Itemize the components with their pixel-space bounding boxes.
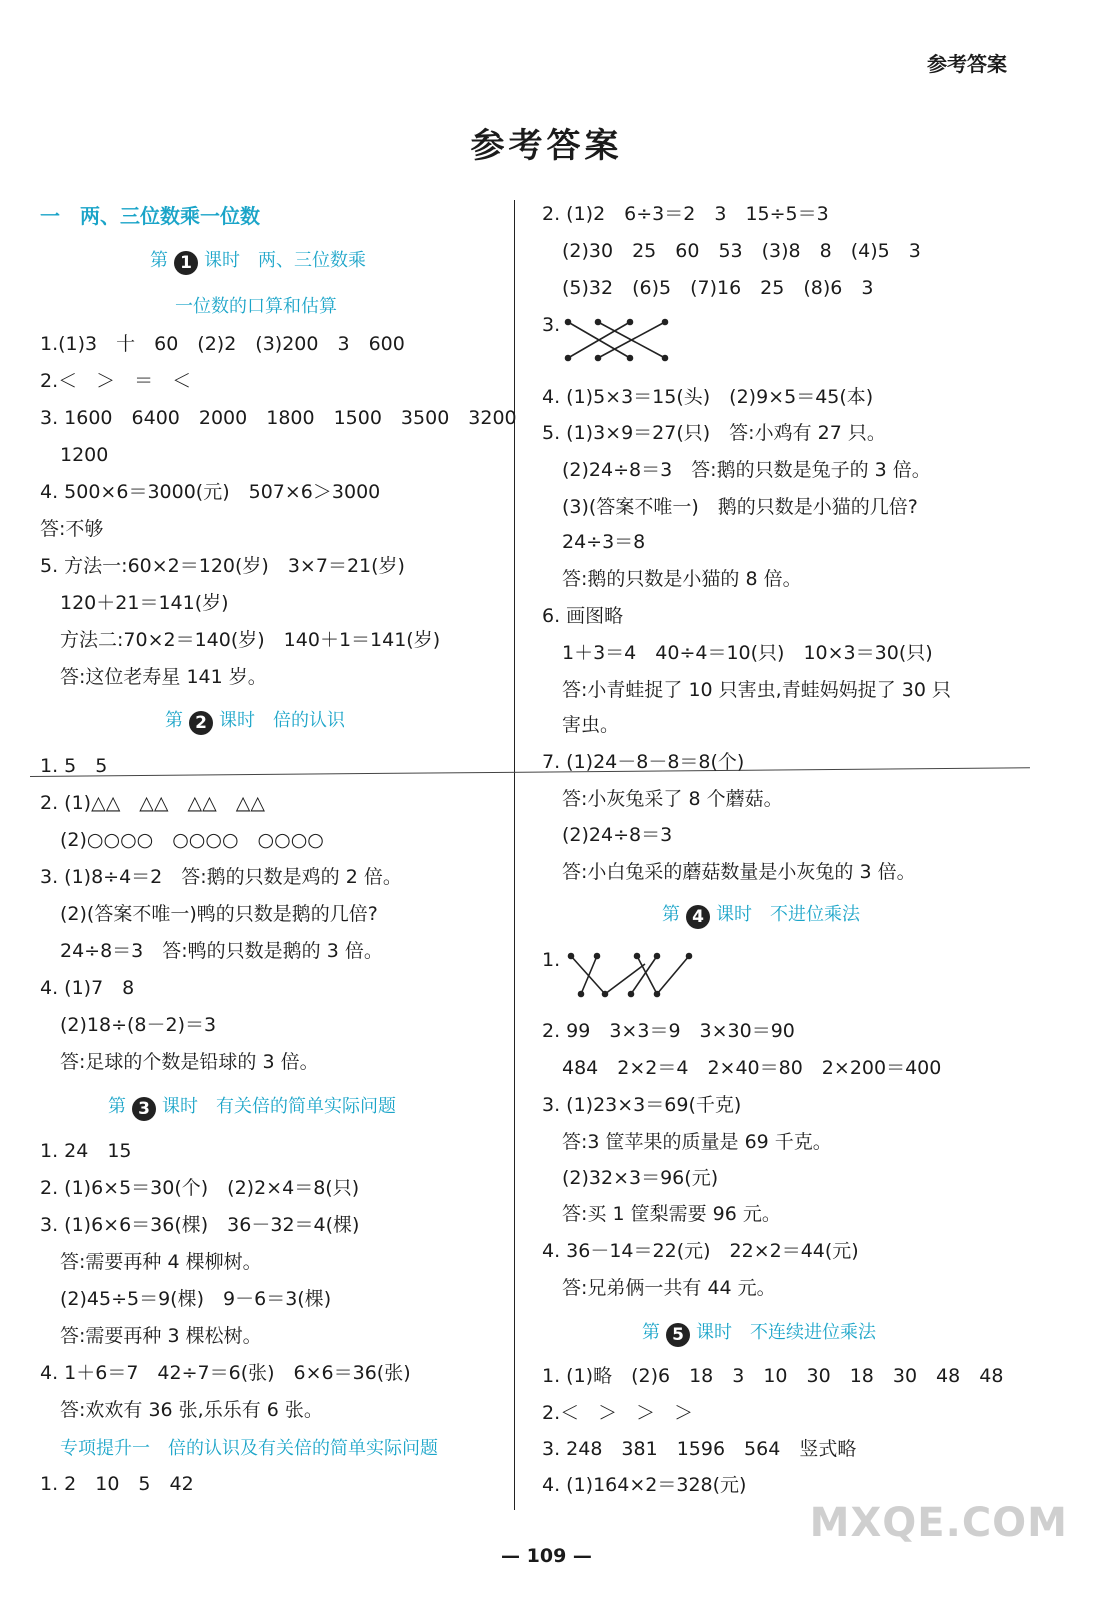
lesson-word: 第 bbox=[165, 710, 183, 731]
answer-line: 1.(1)3 十 60 (2)2 (3)200 3 600 bbox=[40, 333, 405, 355]
matching-lines-diagram bbox=[560, 316, 675, 366]
lesson-suffix: 课时 bbox=[716, 904, 752, 925]
answer-line: 5. 方法一:60×2＝120(岁) 3×7＝21(岁) bbox=[40, 555, 405, 577]
answer-line: 5. (1)3×9＝27(只) 答:小鸡有 27 只。 bbox=[542, 422, 886, 444]
answer-line: 4. 36－14＝22(元) 22×2＝44(元) bbox=[542, 1240, 859, 1262]
page-header: 参考答案 bbox=[927, 52, 1007, 76]
answer-line: 3. (1)8÷4＝2 答:鹅的只数是鸡的 2 倍。 bbox=[40, 866, 402, 888]
answer-line: 1＋3＝4 40÷4＝10(只) 10×3＝30(只) bbox=[562, 642, 933, 664]
answer-line: 答:小灰兔采了 8 个蘑菇。 bbox=[562, 788, 783, 810]
answer-line: 2. (1)6×5＝30(个) (2)2×4＝8(只) bbox=[40, 1177, 360, 1199]
answer-line: (2)○○○○ ○○○○ ○○○○ bbox=[60, 829, 324, 851]
lesson-subtitle-1: 一位数的口算和估算 bbox=[175, 296, 337, 317]
lesson-suffix: 课时 bbox=[162, 1096, 198, 1117]
lesson-title: 两、三位数乘 bbox=[258, 250, 366, 271]
lesson-suffix: 课时 bbox=[219, 710, 255, 731]
answer-line: 答:小青蛙捉了 10 只害虫,青蛙妈妈捉了 30 只 bbox=[562, 679, 951, 701]
fold-line bbox=[30, 767, 1030, 777]
answer-line: 答:兄弟俩一共有 44 元。 bbox=[562, 1277, 776, 1299]
answer-line: 2. 99 3×3＝9 3×30＝90 bbox=[542, 1020, 795, 1042]
answer-line: 2. (1)2 6÷3＝2 3 15÷5＝3 bbox=[542, 203, 829, 225]
answer-line: 3. bbox=[542, 314, 561, 336]
lesson-title: 不连续进位乘法 bbox=[750, 1322, 876, 1343]
lesson-word: 第 bbox=[108, 1096, 126, 1117]
answer-line: 答:3 筐苹果的质量是 69 千克。 bbox=[562, 1131, 832, 1153]
lesson-heading-1 bbox=[150, 246, 366, 275]
answer-line: (2)45÷5＝9(棵) 9－6＝3(棵) bbox=[60, 1288, 332, 1310]
answer-line: 1. 5 5 bbox=[40, 755, 108, 777]
answer-line: 24÷3＝8 bbox=[562, 531, 646, 553]
lesson-number-badge: 3 bbox=[132, 1097, 156, 1121]
lesson-title: 倍的认识 bbox=[273, 710, 345, 731]
lesson-title: 不进位乘法 bbox=[770, 904, 860, 925]
answer-line: 2.＜ ＞ ＝ ＜ bbox=[40, 370, 192, 392]
lesson-heading-3 bbox=[108, 1092, 396, 1121]
answer-line: 120＋21＝141(岁) bbox=[60, 592, 229, 614]
page-title: 参考答案 bbox=[470, 126, 623, 166]
special-title: 倍的认识及有关倍的简单实际问题 bbox=[168, 1438, 438, 1459]
watermark: MXQE.COM bbox=[809, 1500, 1068, 1546]
answer-line: 4. (1)5×3＝15(头) (2)9×5＝45(本) bbox=[542, 386, 874, 408]
lesson-number-badge: 5 bbox=[666, 1323, 690, 1347]
answer-line: 4. 1＋6＝7 42÷7＝6(张) 6×6＝36(张) bbox=[40, 1362, 411, 1384]
lesson-number-badge: 2 bbox=[189, 711, 213, 735]
answer-line: 3. 1600 6400 2000 1800 1500 3500 3200 bbox=[40, 407, 517, 429]
answer-line: 害虫。 bbox=[562, 714, 620, 736]
special-heading bbox=[60, 1434, 438, 1460]
answer-line: 4. (1)7 8 bbox=[40, 977, 135, 999]
answer-line: 答:这位老寿星 141 岁。 bbox=[60, 666, 267, 688]
lesson-number-badge: 1 bbox=[174, 251, 198, 275]
answer-line: 484 2×2＝4 2×40＝80 2×200＝400 bbox=[562, 1057, 942, 1079]
lesson-word: 第 bbox=[662, 904, 680, 925]
answer-line: 1. 2 10 5 42 bbox=[40, 1473, 194, 1495]
answer-line: 24÷8＝3 答:鸭的只数是鹅的 3 倍。 bbox=[60, 940, 383, 962]
answer-line: 2. (1)△△ △△ △△ △△ bbox=[40, 792, 265, 814]
answer-line: 7. (1)24－8－8＝8(个) bbox=[542, 751, 745, 773]
answer-line: 3. (1)23×3＝69(千克) bbox=[542, 1094, 742, 1116]
answer-line: (2)24÷8＝3 答:鹅的只数是兔子的 3 倍。 bbox=[562, 459, 931, 481]
answer-line: 答:鹅的只数是小猫的 8 倍。 bbox=[562, 568, 802, 590]
answer-line: 4. (1)164×2＝328(元) bbox=[542, 1474, 747, 1496]
answer-line: 4. 500×6＝3000(元) 507×6＞3000 bbox=[40, 481, 381, 503]
answer-line: (2)18÷(8－2)＝3 bbox=[60, 1014, 217, 1036]
answer-line: 1. bbox=[542, 949, 561, 971]
answer-line: (2)32×3＝96(元) bbox=[562, 1167, 719, 1189]
answer-line: 答:不够 bbox=[40, 518, 104, 540]
answer-line: (3)(答案不唯一) 鹅的只数是小猫的几倍? bbox=[562, 496, 918, 518]
answer-line: (2)(答案不唯一)鸭的只数是鹅的几倍? bbox=[60, 903, 378, 925]
lesson-heading-5 bbox=[642, 1318, 876, 1347]
lesson-title: 有关倍的简单实际问题 bbox=[216, 1096, 396, 1117]
lesson-heading-2 bbox=[165, 706, 345, 735]
answer-line: 答:需要再种 3 棵松树。 bbox=[60, 1325, 262, 1347]
lesson-suffix: 课时 bbox=[204, 250, 240, 271]
answer-line: 6. 画图略 bbox=[542, 605, 624, 627]
lesson-suffix: 课时 bbox=[696, 1322, 732, 1343]
matching-lines-diagram-2 bbox=[565, 950, 695, 1002]
lesson-word: 第 bbox=[642, 1322, 660, 1343]
special-label: 专项提升一 bbox=[60, 1438, 150, 1459]
answer-line: 2.＜ ＞ ＞ ＞ bbox=[542, 1402, 694, 1424]
answer-line: (2)24÷8＝3 bbox=[562, 824, 673, 846]
answer-line: 方法二:70×2＝140(岁) 140＋1＝141(岁) bbox=[60, 629, 441, 651]
answer-line: (5)32 (6)5 (7)16 25 (8)6 3 bbox=[562, 277, 874, 299]
section-heading: 一 两、三位数乘一位数 bbox=[40, 204, 260, 228]
answer-line: 1. (1)略 (2)6 18 3 10 30 18 30 48 48 bbox=[542, 1365, 1004, 1387]
lesson-word: 第 bbox=[150, 250, 168, 271]
column-divider bbox=[514, 200, 515, 1510]
answer-line: 答:小白兔采的蘑菇数量是小灰兔的 3 倍。 bbox=[562, 861, 916, 883]
lesson-heading-4 bbox=[662, 900, 860, 929]
answer-line: 1. 24 15 bbox=[40, 1140, 132, 1162]
answer-line: 1200 bbox=[60, 444, 109, 466]
lesson-number-badge: 4 bbox=[686, 905, 710, 929]
answer-line: 3. (1)6×6＝36(棵) 36－32＝4(棵) bbox=[40, 1214, 360, 1236]
page-number: — 109 — bbox=[501, 1545, 592, 1567]
answer-line: 答:足球的个数是铅球的 3 倍。 bbox=[60, 1051, 319, 1073]
answer-line: 答:买 1 筐梨需要 96 元。 bbox=[562, 1203, 781, 1225]
answer-line: 答:欢欢有 36 张,乐乐有 6 张。 bbox=[60, 1399, 323, 1421]
answer-line: 答:需要再种 4 棵柳树。 bbox=[60, 1251, 262, 1273]
answer-line: 3. 248 381 1596 564 竖式略 bbox=[542, 1438, 857, 1460]
answer-line: (2)30 25 60 53 (3)8 8 (4)5 3 bbox=[562, 240, 921, 262]
